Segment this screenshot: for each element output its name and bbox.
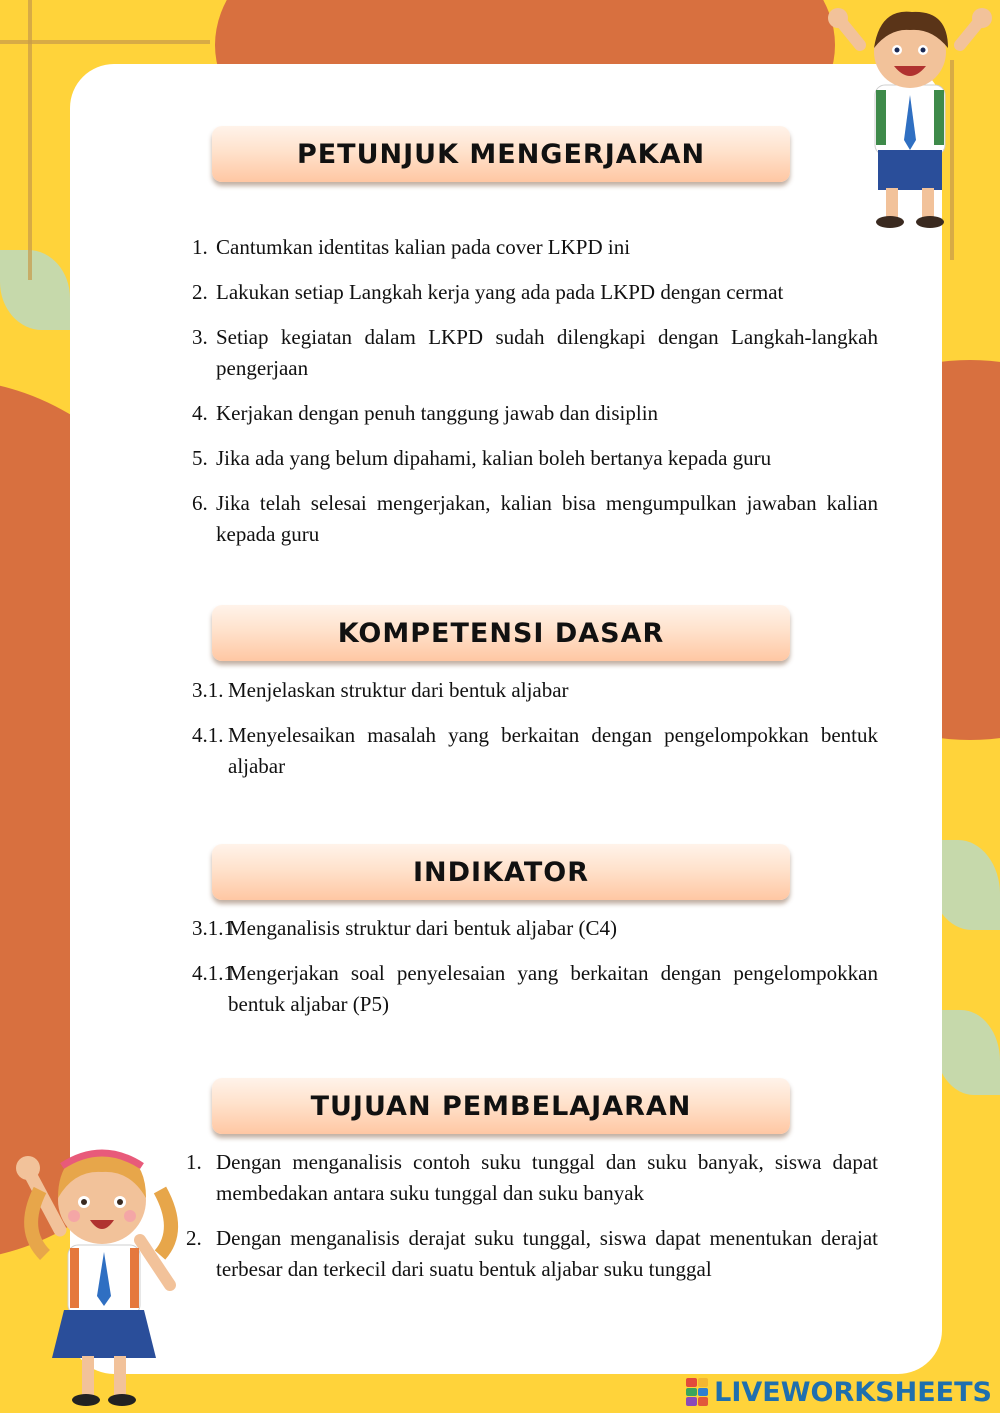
boy-student-cheering-icon: [820, 0, 1000, 240]
list-item: 2. Dengan menganalisis derajat suku tunggal, siswa dapat menentukan derajat terbesar dan terkecil dari suatu bentuk aljabar suku tunggal: [186, 1226, 878, 1281]
list-item: 4.1.1 Mengerjakan soal penyelesaian yang berkaitan dengan pengelompokkan bentuk aljabar (P5): [192, 961, 878, 1016]
kompetensi-list: [192, 675, 878, 796]
list-item: 3.1. Menjelaskan struktur dari bentuk aljabar: [192, 678, 569, 702]
liveworksheets-watermark: [686, 1375, 992, 1409]
list-item: 1. Cantumkan identitas kalian pada cover LKPD ini: [192, 235, 631, 259]
girl-student-cheering-icon: [0, 1120, 200, 1413]
heading-kompetensi: KOMPETENSI DASAR: [212, 605, 790, 661]
list-item: 3. Setiap kegiatan dalam LKPD sudah dilengkapi dengan Langkah-langkah pengerjaan: [192, 325, 878, 380]
heading-indikator: INDIKATOR: [212, 844, 790, 900]
leaf-decoration-left: [0, 250, 70, 330]
list-item: 5. Jika ada yang belum dipahami, kalian boleh bertanya kepada guru: [192, 446, 772, 470]
list-item: 1. Dengan menganalisis contoh suku tunggal dan suku banyak, siswa dapat membedakan antara suku tunggal dan suku banyak: [186, 1150, 878, 1205]
list-item: 6. Jika telah selesai mengerjakan, kalian bisa mengumpulkan jawaban kalian kepada guru: [192, 491, 878, 546]
leaf-decoration-right-2: [935, 1010, 1000, 1095]
list-item: 4. Kerjakan dengan penuh tanggung jawab dan disiplin: [192, 401, 659, 425]
heading-tujuan: TUJUAN PEMBELAJARAN: [212, 1078, 790, 1134]
list-item: 4.1. Menyelesaikan masalah yang berkaitan dengan pengelompokkan bentuk aljabar: [192, 723, 878, 778]
stick-decoration-2: [0, 40, 210, 44]
tujuan-list: [186, 1147, 878, 1299]
indikator-list: [192, 913, 878, 1034]
liveworksheets-logo-icon: [686, 1378, 708, 1406]
heading-petunjuk: PETUNJUK MENGERJAKAN: [212, 126, 790, 182]
watermark-text: LIVEWORKSHEETS: [714, 1376, 992, 1408]
list-item: 2. Lakukan setiap Langkah kerja yang ada pada LKPD dengan cermat: [192, 280, 784, 304]
petunjuk-list: [192, 232, 878, 564]
list-item: 3.1.1 Menganalisis struktur dari bentuk aljabar (C4): [192, 916, 617, 940]
